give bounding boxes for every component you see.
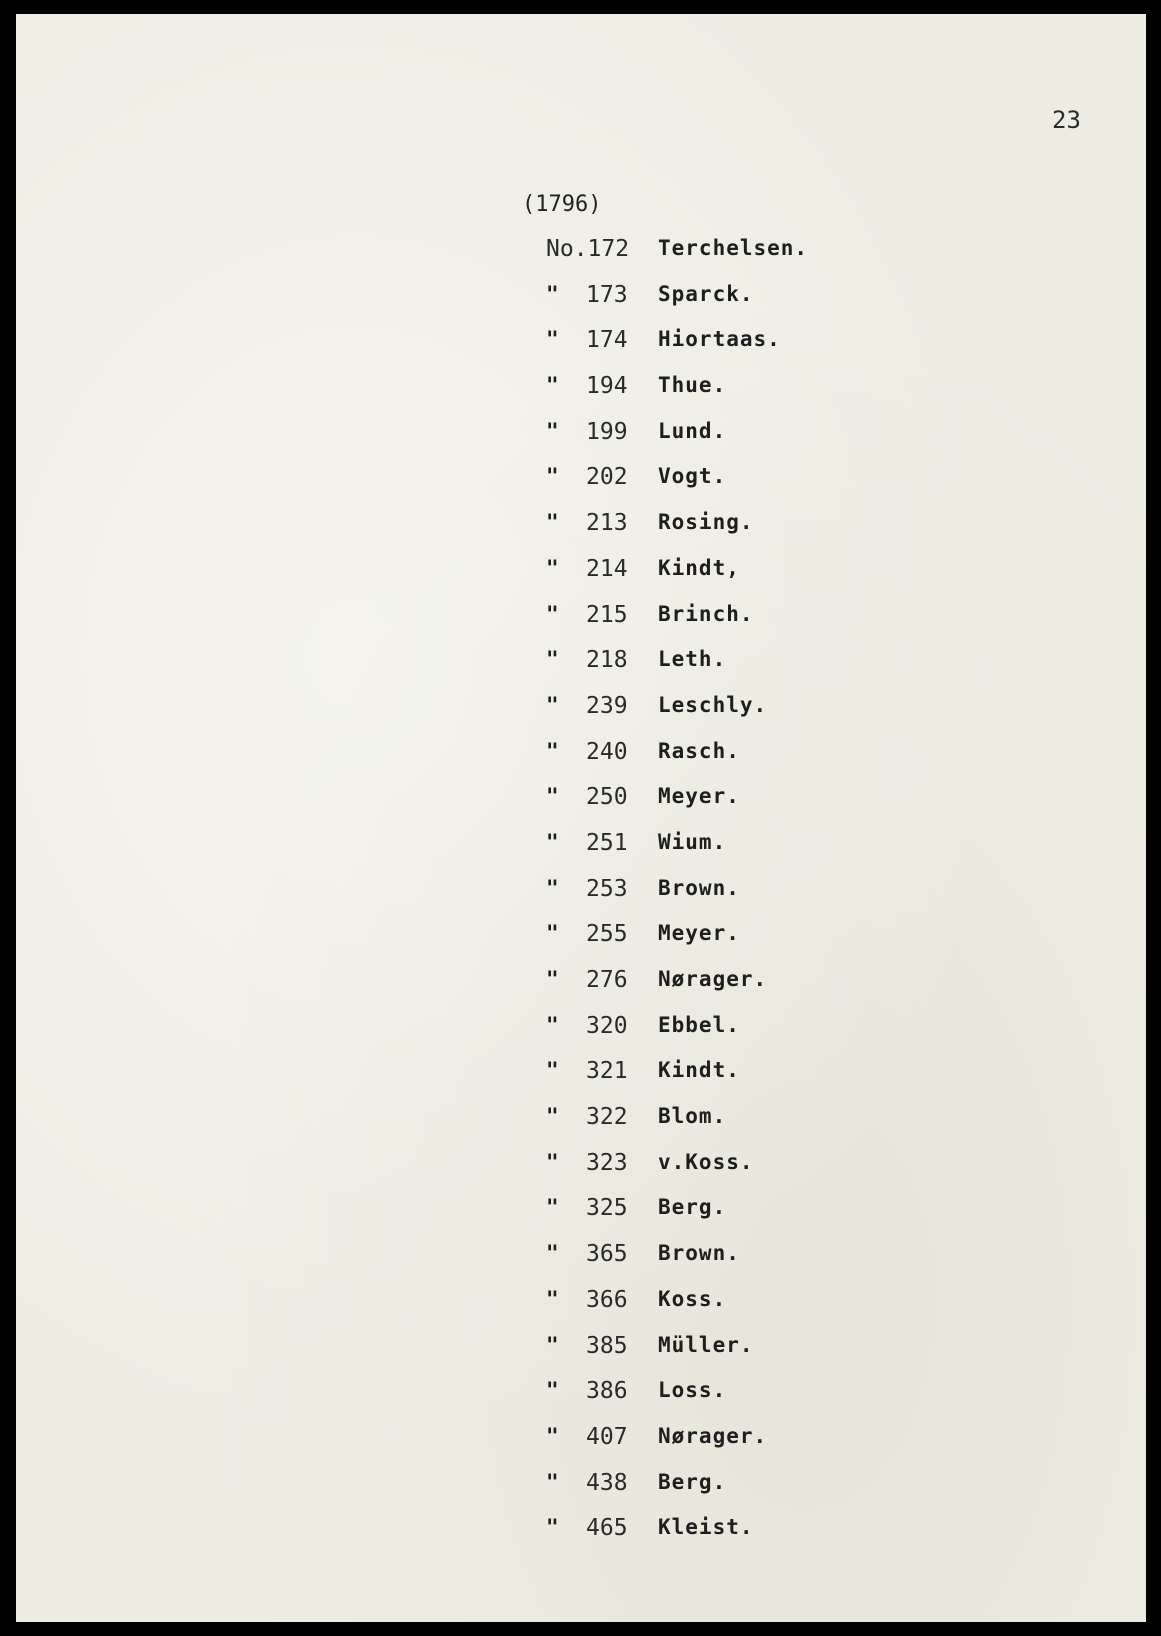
entry-name: Meyer. (658, 784, 740, 809)
ditto-mark: " (546, 647, 559, 672)
entry-name: Lund. (658, 418, 727, 443)
list-item (546, 876, 808, 922)
ditto-mark: " (546, 738, 559, 763)
ditto-mark: " (546, 601, 559, 626)
ditto-mark: " (546, 1058, 559, 1083)
ditto-mark: " (546, 921, 559, 946)
ditto-mark: " (546, 829, 559, 854)
list-item (546, 510, 808, 556)
entry-number: 202 (586, 464, 628, 491)
list-item (546, 647, 808, 693)
ditto-mark: " (546, 875, 559, 900)
entry-number: 251 (586, 829, 628, 856)
entry-number: 323 (586, 1149, 628, 1176)
ditto-mark: " (546, 1241, 559, 1266)
entry-number: 194 (586, 373, 628, 400)
ditto-mark: " (546, 1195, 559, 1220)
list-item (546, 1515, 808, 1561)
entry-number: 438 (586, 1469, 628, 1496)
entry-name: Thue. (658, 373, 727, 398)
ditto-mark: " (546, 555, 559, 580)
document-page (16, 14, 1146, 1622)
list-item (546, 1333, 808, 1379)
entry-number: 386 (586, 1378, 628, 1405)
list-item (546, 282, 808, 328)
entry-name: v.Koss. (658, 1149, 754, 1174)
ditto-mark: " (546, 418, 559, 443)
list-item (546, 1104, 808, 1150)
entry-number: 173 (586, 281, 628, 308)
entry-name: Wium. (658, 829, 727, 854)
list-item (546, 739, 808, 785)
list-item (546, 373, 808, 419)
list-item (546, 1058, 808, 1104)
entry-name: Rosing. (658, 510, 754, 535)
entry-number: 276 (586, 967, 628, 993)
entry-name: Leschly. (658, 692, 768, 717)
list-item (546, 236, 808, 282)
list-item (546, 1378, 808, 1424)
ditto-mark: " (546, 1515, 559, 1540)
entry-number: 199 (586, 418, 628, 445)
ditto-mark: " (546, 464, 559, 489)
entry-name: Brown. (658, 1241, 740, 1266)
entry-name: Kindt, (658, 555, 740, 580)
list-item (546, 419, 808, 465)
entry-number: 215 (586, 601, 628, 628)
entry-number: 240 (586, 738, 628, 765)
ditto-mark: " (546, 692, 559, 717)
ditto-mark: " (546, 1469, 559, 1494)
ditto-mark: " (546, 1149, 559, 1174)
ditto-mark: " (546, 510, 559, 535)
entry-number: 250 (586, 784, 628, 811)
list-item (546, 921, 808, 967)
entry-number: 385 (586, 1332, 628, 1359)
list-item (546, 1287, 808, 1333)
list-item (546, 784, 808, 830)
entry-number: 213 (586, 510, 628, 537)
entry-name: Brinch. (658, 601, 754, 626)
entry-number: 366 (586, 1286, 628, 1313)
list-item (546, 327, 808, 373)
list-item (546, 556, 808, 602)
ditto-mark: " (546, 1286, 559, 1311)
entry-name: Leth. (658, 647, 727, 672)
entry-number: 239 (586, 692, 628, 719)
ditto-mark: " (546, 784, 559, 809)
entry-list (546, 236, 808, 1561)
year-heading: (1796) (522, 192, 602, 217)
ditto-mark: " (546, 1012, 559, 1037)
entry-number: 322 (586, 1104, 628, 1131)
entry-name: Ebbel. (658, 1012, 740, 1037)
ditto-mark: " (546, 281, 559, 306)
entry-number: 174 (586, 327, 628, 354)
list-item (546, 1424, 808, 1470)
entry-number: 214 (586, 555, 628, 582)
ditto-mark: " (546, 1423, 559, 1448)
entry-name: Müller. (658, 1332, 754, 1357)
entry-name: Loss. (658, 1378, 727, 1403)
list-item (546, 1241, 808, 1287)
entry-name: Vogt. (658, 464, 727, 489)
ditto-mark: " (546, 1104, 559, 1129)
entry-name: Brown. (658, 875, 740, 900)
list-item (546, 602, 808, 648)
ditto-mark: " (546, 967, 559, 991)
entry-name: Koss. (658, 1286, 727, 1311)
entry-number: 365 (586, 1241, 628, 1268)
entry-name: Sparck. (658, 281, 754, 306)
list-item (546, 967, 808, 1013)
list-item (546, 693, 808, 739)
entry-name: Hiortaas. (658, 327, 781, 352)
entry-number: 465 (586, 1515, 628, 1542)
list-item (546, 1013, 808, 1059)
entry-number: 320 (586, 1012, 628, 1039)
entry-name: Berg. (658, 1469, 727, 1494)
entry-number: 321 (586, 1058, 628, 1085)
page-number: 23 (1052, 106, 1081, 134)
entry-name: Rasch. (658, 738, 740, 763)
entry-number: 253 (586, 875, 628, 902)
entry-name: Meyer. (658, 921, 740, 946)
entry-number: 407 (586, 1423, 628, 1450)
entry-number: 325 (586, 1195, 628, 1222)
entry-name: Terchelsen. (658, 236, 809, 260)
entry-name: Nørager. (658, 1423, 768, 1448)
entry-name: Blom. (658, 1104, 727, 1129)
entry-name: Kindt. (658, 1058, 740, 1083)
list-item (546, 830, 808, 876)
ditto-mark: " (546, 1332, 559, 1357)
list-item (546, 1150, 808, 1196)
entry-name: Nørager. (658, 967, 768, 991)
entry-number: 218 (586, 647, 628, 674)
list-item (546, 1195, 808, 1241)
ditto-mark: " (546, 1378, 559, 1403)
entry-number: No.172 (546, 236, 630, 262)
entry-name: Kleist. (658, 1515, 754, 1540)
ditto-mark: " (546, 373, 559, 398)
list-item (546, 1470, 808, 1516)
entry-name: Berg. (658, 1195, 727, 1220)
ditto-mark: " (546, 327, 559, 352)
entry-number: 255 (586, 921, 628, 948)
list-item (546, 464, 808, 510)
